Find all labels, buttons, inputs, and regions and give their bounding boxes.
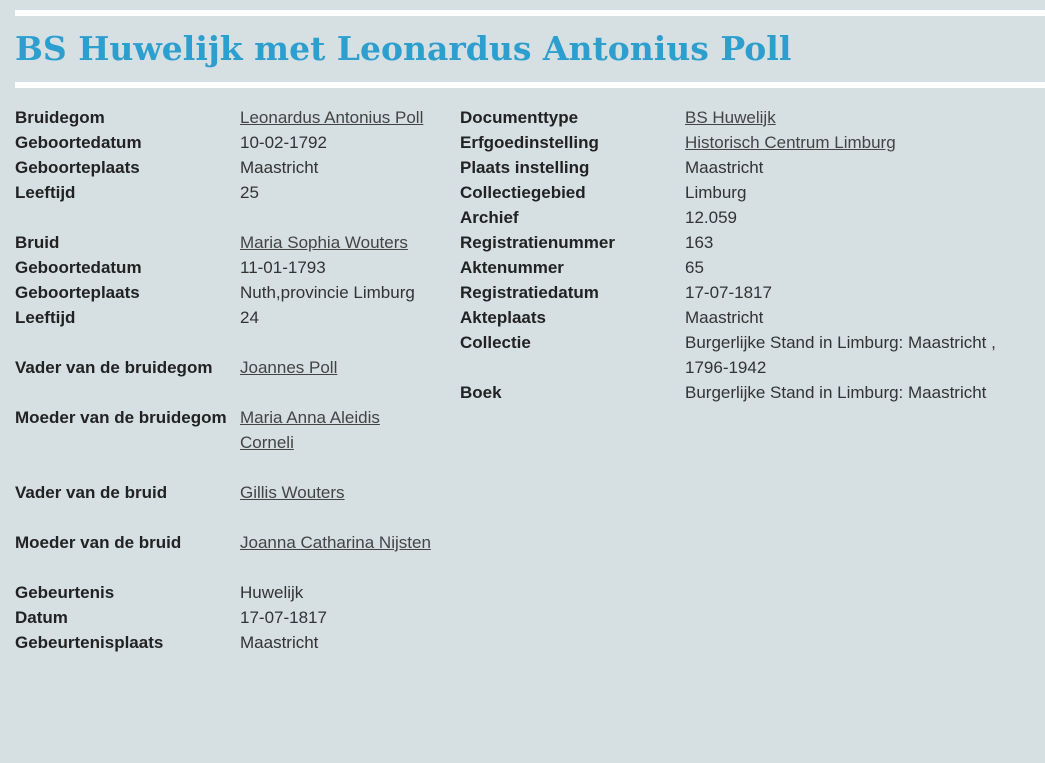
field-value: 25: [240, 183, 259, 202]
bride-father-row: [15, 480, 445, 505]
reg-number-row: [460, 230, 1035, 255]
bride-father-link[interactable]: Gillis Wouters: [240, 483, 345, 502]
groom-mother-link[interactable]: Maria Anna Aleidis Corneli: [240, 408, 380, 452]
bride-age-row: [15, 305, 445, 330]
document-column: [460, 105, 1035, 405]
persons-column: [15, 105, 445, 655]
field-label: Leeftijd: [15, 183, 76, 202]
deed-place-row: [460, 305, 1035, 330]
field-label: Datum: [15, 608, 68, 627]
field-label: Collectie: [460, 333, 531, 352]
field-label: Archief: [460, 208, 519, 227]
groom-mother-row: [15, 405, 445, 455]
field-value: Maastricht: [685, 158, 764, 177]
field-value: Burgerlijke Stand in Limburg: Maastricht , 1796-1942: [685, 333, 996, 377]
groom-row: [15, 105, 445, 130]
field-label: Geboorteplaats: [15, 158, 140, 177]
reg-date-row: [460, 280, 1035, 305]
field-value: 11-01-1793: [240, 258, 326, 277]
field-value: Nuth,provincie Limburg: [240, 283, 415, 302]
groom-father-row: [15, 355, 445, 380]
field-value: Limburg: [685, 183, 747, 202]
field-value: 17-07-1817: [685, 283, 772, 302]
field-label: Registratiedatum: [460, 283, 599, 302]
event-row: [15, 580, 445, 605]
institution-link[interactable]: Historisch Centrum Limburg: [685, 133, 896, 152]
field-label: Erfgoedinstelling: [460, 133, 599, 152]
event-place-row: [15, 630, 445, 655]
groom-birthdate-row: [15, 130, 445, 155]
date-row: [15, 605, 445, 630]
title-divider: [15, 82, 1045, 88]
field-label: Registratienummer: [460, 233, 615, 252]
field-value: 12.059: [685, 208, 737, 227]
field-label: Geboorteplaats: [15, 283, 140, 302]
field-value: 163: [685, 233, 714, 252]
field-label: Akteplaats: [460, 308, 546, 327]
field-label: Collectiegebied: [460, 183, 586, 202]
bride-mother-row: [15, 530, 445, 555]
field-label: Geboortedatum: [15, 133, 142, 152]
bride-link[interactable]: Maria Sophia Wouters: [240, 233, 408, 252]
field-value: Maastricht: [240, 158, 319, 177]
institution-row: [460, 130, 1035, 155]
field-label: Geboortedatum: [15, 258, 142, 277]
field-value: 10-02-1792: [240, 133, 327, 152]
field-label: Gebeurtenisplaats: [15, 633, 164, 652]
collection-row: [460, 330, 1035, 380]
archive-row: [460, 205, 1035, 230]
field-label: Leeftijd: [15, 308, 76, 327]
field-label: Bruid: [15, 233, 60, 252]
field-label: Documenttype: [460, 108, 579, 127]
field-value: Huwelijk: [240, 583, 304, 602]
field-value: Maastricht: [685, 308, 764, 327]
bride-mother-link[interactable]: Joanna Catharina Nijsten: [240, 533, 431, 552]
field-value: Maastricht: [240, 633, 319, 652]
field-label: Gebeurtenis: [15, 583, 115, 602]
collection-area-row: [460, 180, 1035, 205]
field-value: Burgerlijke Stand in Limburg: Maastricht: [685, 383, 987, 402]
groom-father-link[interactable]: Joannes Poll: [240, 358, 338, 377]
field-value: 24: [240, 308, 259, 327]
page-title: BS Huwelijk met Leonardus Antonius Poll: [15, 29, 792, 68]
field-label: Aktenummer: [460, 258, 564, 277]
groom-age-row: [15, 180, 445, 205]
field-label: Moeder van de bruidegom: [15, 408, 227, 427]
bride-birthdate-row: [15, 255, 445, 280]
groom-link[interactable]: Leonardus Antonius Poll: [240, 108, 424, 127]
field-value: 17-07-1817: [240, 608, 327, 627]
field-label: Vader van de bruidegom: [15, 358, 213, 377]
doctype-row: [460, 105, 1035, 130]
bride-birthplace-row: [15, 280, 445, 305]
groom-birthplace-row: [15, 155, 445, 180]
top-divider: [15, 10, 1045, 16]
field-label: Boek: [460, 383, 502, 402]
field-label: Vader van de bruid: [15, 483, 168, 502]
field-label: Bruidegom: [15, 108, 105, 127]
field-value: 65: [685, 258, 704, 277]
field-label: Moeder van de bruid: [15, 533, 182, 552]
inst-place-row: [460, 155, 1035, 180]
deed-number-row: [460, 255, 1035, 280]
bride-row: [15, 230, 445, 255]
doctype-link[interactable]: BS Huwelijk: [685, 108, 776, 127]
field-label: Plaats instelling: [460, 158, 590, 177]
book-row: [460, 380, 1035, 405]
